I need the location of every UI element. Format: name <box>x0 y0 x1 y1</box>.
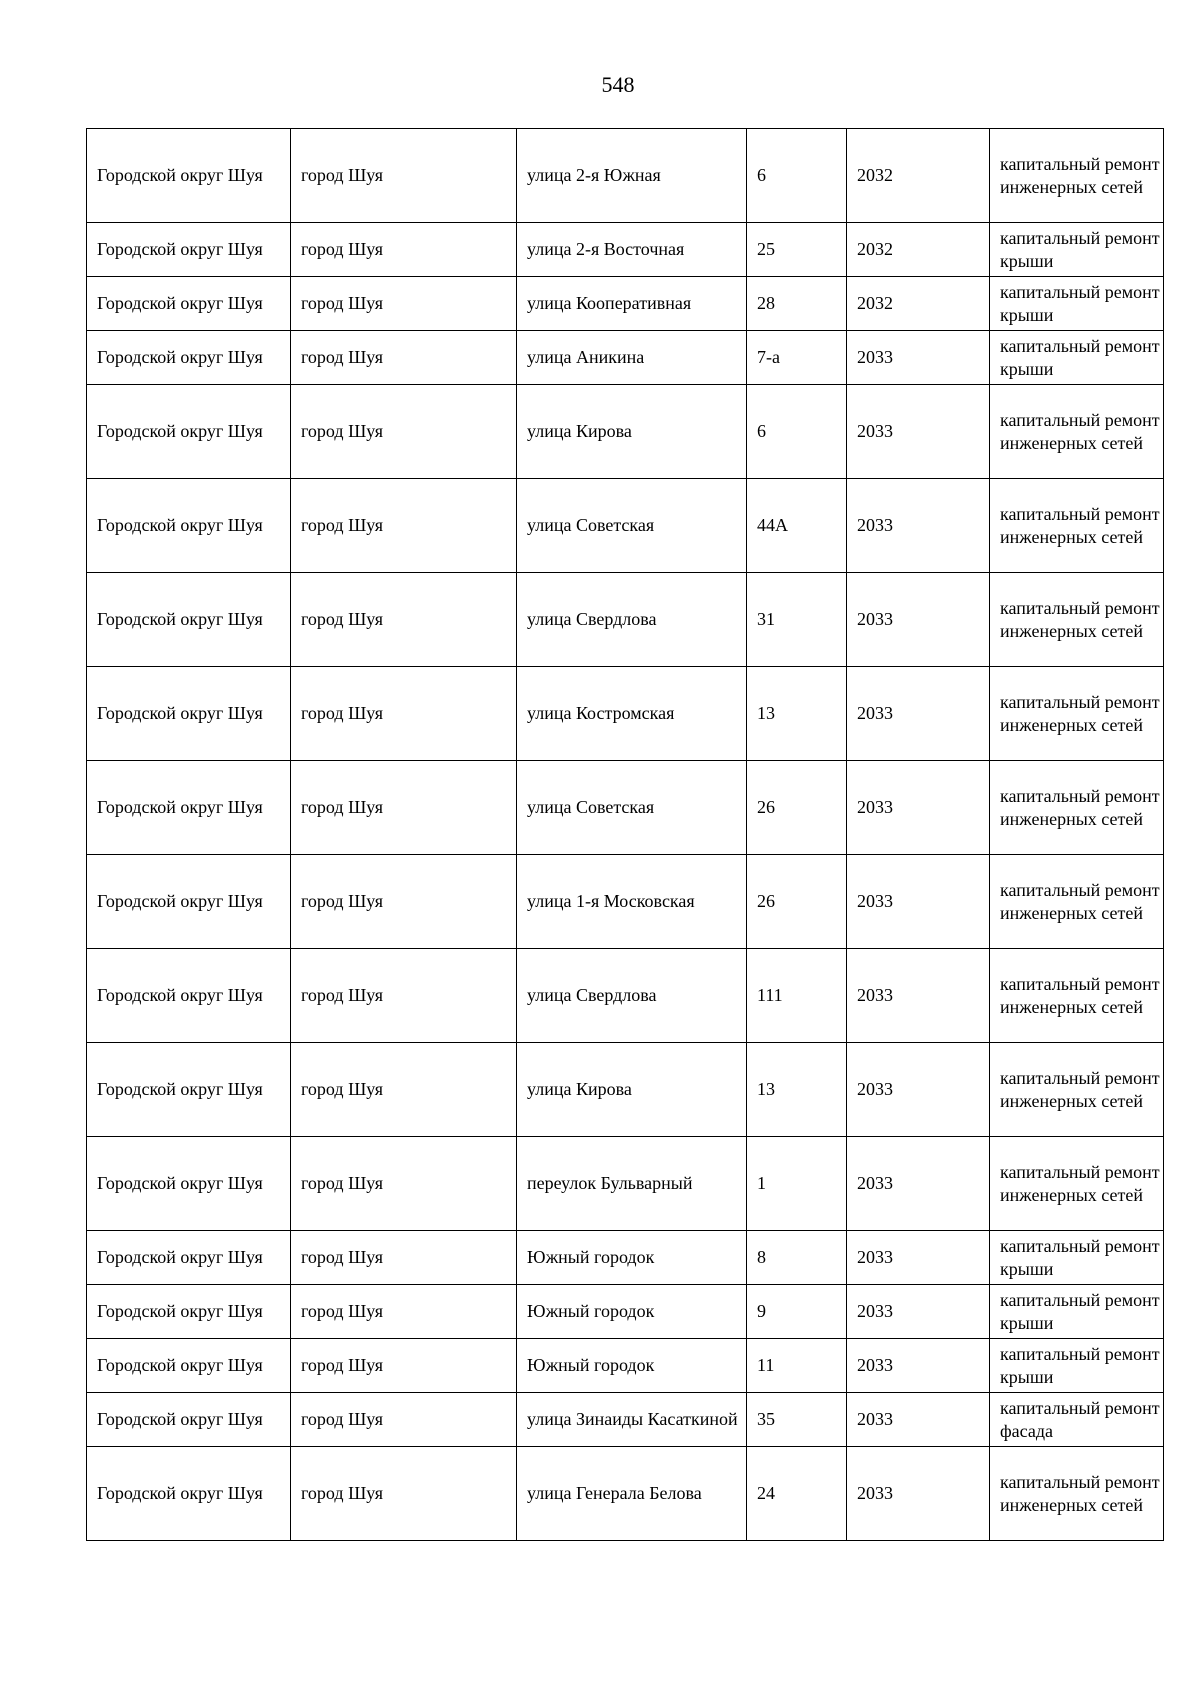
district-cell: Городской округ Шуя <box>87 573 291 667</box>
work-type-cell: капитальный ремонт крыши <box>990 1339 1164 1393</box>
settlement-cell: город Шуя <box>291 277 517 331</box>
work-type-cell: капитальный ремонт инженерных сетей <box>990 949 1164 1043</box>
street-cell: Южный городок <box>517 1339 747 1393</box>
table-row <box>87 331 1164 385</box>
year-cell: 2033 <box>847 1393 990 1447</box>
house-number-cell: 8 <box>747 1231 847 1285</box>
work-type-cell: капитальный ремонт инженерных сетей <box>990 1447 1164 1541</box>
house-number-cell: 6 <box>747 385 847 479</box>
table-row <box>87 1043 1164 1137</box>
district-cell: Городской округ Шуя <box>87 855 291 949</box>
settlement-cell: город Шуя <box>291 385 517 479</box>
work-type-cell: капитальный ремонт инженерных сетей <box>990 573 1164 667</box>
table-row <box>87 855 1164 949</box>
street-cell: улица Зинаиды Касаткиной <box>517 1393 747 1447</box>
table-row <box>87 1339 1164 1393</box>
work-type-cell: капитальный ремонт инженерных сетей <box>990 385 1164 479</box>
table-row <box>87 385 1164 479</box>
district-cell: Городской округ Шуя <box>87 1043 291 1137</box>
year-cell: 2033 <box>847 855 990 949</box>
district-cell: Городской округ Шуя <box>87 1285 291 1339</box>
table-row <box>87 949 1164 1043</box>
district-cell: Городской округ Шуя <box>87 1137 291 1231</box>
table-row <box>87 667 1164 761</box>
settlement-cell: город Шуя <box>291 129 517 223</box>
work-type-cell: капитальный ремонт фасада <box>990 1393 1164 1447</box>
year-cell: 2033 <box>847 1447 990 1541</box>
house-number-cell: 1 <box>747 1137 847 1231</box>
settlement-cell: город Шуя <box>291 479 517 573</box>
work-type-cell: капитальный ремонт инженерных сетей <box>990 1137 1164 1231</box>
house-number-cell: 35 <box>747 1393 847 1447</box>
work-type-cell: капитальный ремонт инженерных сетей <box>990 479 1164 573</box>
year-cell: 2033 <box>847 331 990 385</box>
repair-schedule-table <box>86 128 1164 1541</box>
settlement-cell: город Шуя <box>291 1285 517 1339</box>
table-row <box>87 479 1164 573</box>
settlement-cell: город Шуя <box>291 1393 517 1447</box>
street-cell: улица Кирова <box>517 385 747 479</box>
work-type-cell: капитальный ремонт инженерных сетей <box>990 855 1164 949</box>
street-cell: улица Свердлова <box>517 573 747 667</box>
street-cell: улица Генерала Белова <box>517 1447 747 1541</box>
year-cell: 2033 <box>847 667 990 761</box>
street-cell: улица Костромская <box>517 667 747 761</box>
year-cell: 2032 <box>847 223 990 277</box>
year-cell: 2033 <box>847 1285 990 1339</box>
table-row <box>87 1285 1164 1339</box>
street-cell: улица Кирова <box>517 1043 747 1137</box>
year-cell: 2033 <box>847 1137 990 1231</box>
house-number-cell: 26 <box>747 761 847 855</box>
year-cell: 2033 <box>847 1043 990 1137</box>
settlement-cell: город Шуя <box>291 1339 517 1393</box>
table-row <box>87 761 1164 855</box>
year-cell: 2033 <box>847 949 990 1043</box>
street-cell: улица Кооперативная <box>517 277 747 331</box>
district-cell: Городской округ Шуя <box>87 331 291 385</box>
street-cell: Южный городок <box>517 1285 747 1339</box>
house-number-cell: 26 <box>747 855 847 949</box>
settlement-cell: город Шуя <box>291 573 517 667</box>
house-number-cell: 6 <box>747 129 847 223</box>
year-cell: 2032 <box>847 277 990 331</box>
settlement-cell: город Шуя <box>291 1043 517 1137</box>
district-cell: Городской округ Шуя <box>87 479 291 573</box>
table-row <box>87 129 1164 223</box>
house-number-cell: 28 <box>747 277 847 331</box>
street-cell: улица Аникина <box>517 331 747 385</box>
work-type-cell: капитальный ремонт инженерных сетей <box>990 667 1164 761</box>
house-number-cell: 44А <box>747 479 847 573</box>
work-type-cell: капитальный ремонт инженерных сетей <box>990 1043 1164 1137</box>
work-type-cell: капитальный ремонт крыши <box>990 1231 1164 1285</box>
street-cell: Южный городок <box>517 1231 747 1285</box>
street-cell: переулок Бульварный <box>517 1137 747 1231</box>
house-number-cell: 13 <box>747 667 847 761</box>
district-cell: Городской округ Шуя <box>87 223 291 277</box>
settlement-cell: город Шуя <box>291 855 517 949</box>
work-type-cell: капитальный ремонт инженерных сетей <box>990 761 1164 855</box>
settlement-cell: город Шуя <box>291 223 517 277</box>
district-cell: Городской округ Шуя <box>87 1393 291 1447</box>
table-row <box>87 223 1164 277</box>
street-cell: улица Советская <box>517 761 747 855</box>
year-cell: 2033 <box>847 479 990 573</box>
year-cell: 2033 <box>847 385 990 479</box>
district-cell: Городской округ Шуя <box>87 385 291 479</box>
table-row <box>87 1447 1164 1541</box>
year-cell: 2033 <box>847 761 990 855</box>
settlement-cell: город Шуя <box>291 1447 517 1541</box>
work-type-cell: капитальный ремонт крыши <box>990 277 1164 331</box>
house-number-cell: 13 <box>747 1043 847 1137</box>
table-row <box>87 1231 1164 1285</box>
district-cell: Городской округ Шуя <box>87 1339 291 1393</box>
settlement-cell: город Шуя <box>291 667 517 761</box>
work-type-cell: капитальный ремонт крыши <box>990 1285 1164 1339</box>
settlement-cell: город Шуя <box>291 949 517 1043</box>
house-number-cell: 24 <box>747 1447 847 1541</box>
table-row <box>87 277 1164 331</box>
year-cell: 2032 <box>847 129 990 223</box>
settlement-cell: город Шуя <box>291 1137 517 1231</box>
work-type-cell: капитальный ремонт крыши <box>990 331 1164 385</box>
work-type-cell: капитальный ремонт крыши <box>990 223 1164 277</box>
house-number-cell: 7-а <box>747 331 847 385</box>
district-cell: Городской округ Шуя <box>87 1447 291 1541</box>
house-number-cell: 111 <box>747 949 847 1043</box>
table-row <box>87 1393 1164 1447</box>
house-number-cell: 31 <box>747 573 847 667</box>
table-body <box>87 129 1164 1541</box>
street-cell: улица Советская <box>517 479 747 573</box>
house-number-cell: 25 <box>747 223 847 277</box>
house-number-cell: 9 <box>747 1285 847 1339</box>
district-cell: Городской округ Шуя <box>87 1231 291 1285</box>
settlement-cell: город Шуя <box>291 331 517 385</box>
table-row <box>87 1137 1164 1231</box>
district-cell: Городской округ Шуя <box>87 949 291 1043</box>
page-number: 548 <box>601 72 635 97</box>
district-cell: Городской округ Шуя <box>87 277 291 331</box>
table-row <box>87 573 1164 667</box>
street-cell: улица 1-я Московская <box>517 855 747 949</box>
street-cell: улица 2-я Восточная <box>517 223 747 277</box>
settlement-cell: город Шуя <box>291 1231 517 1285</box>
house-number-cell: 11 <box>747 1339 847 1393</box>
year-cell: 2033 <box>847 1231 990 1285</box>
district-cell: Городской округ Шуя <box>87 667 291 761</box>
year-cell: 2033 <box>847 1339 990 1393</box>
settlement-cell: город Шуя <box>291 761 517 855</box>
district-cell: Городской округ Шуя <box>87 129 291 223</box>
work-type-cell: капитальный ремонт инженерных сетей <box>990 129 1164 223</box>
district-cell: Городской округ Шуя <box>87 761 291 855</box>
year-cell: 2033 <box>847 573 990 667</box>
street-cell: улица 2-я Южная <box>517 129 747 223</box>
street-cell: улица Свердлова <box>517 949 747 1043</box>
